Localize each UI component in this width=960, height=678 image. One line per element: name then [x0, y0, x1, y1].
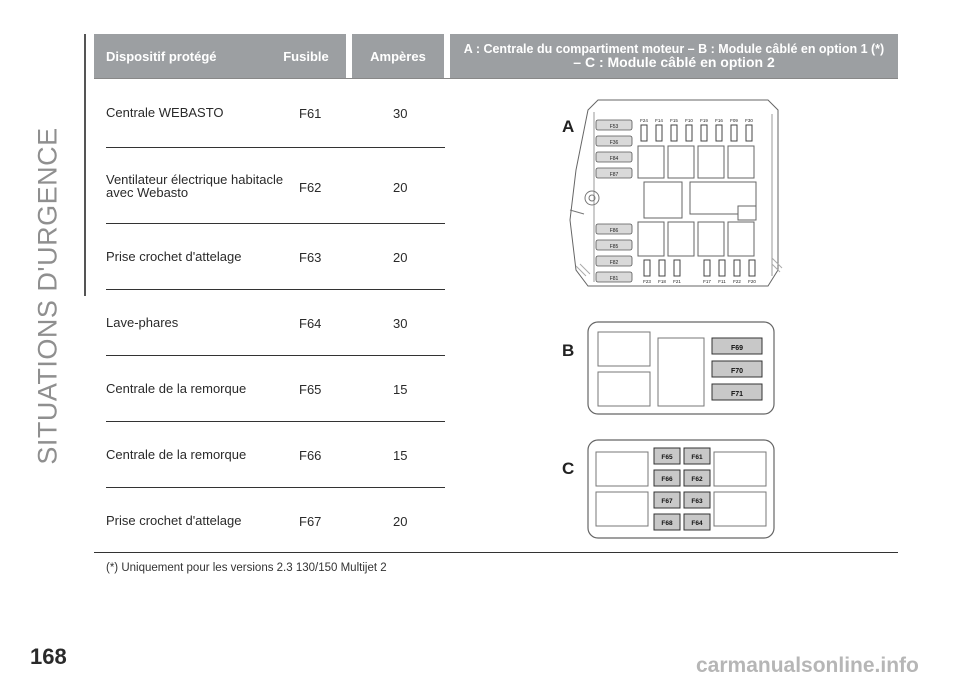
fuse-label: F23	[643, 279, 651, 284]
fuse-label: F67	[661, 498, 673, 505]
fuse-label: F63	[691, 498, 703, 505]
fuse-label: F18	[658, 279, 666, 284]
fuse-label: F62	[691, 476, 703, 483]
fuse-label: F36	[609, 140, 619, 146]
wired-module-b	[588, 322, 774, 414]
row-amps: 30	[393, 316, 408, 331]
fuse-label: F68	[661, 520, 673, 527]
header-diagram	[450, 34, 898, 78]
row-separator	[106, 487, 445, 488]
box-a-bottom-fuses	[643, 279, 756, 284]
row-separator	[106, 147, 445, 148]
row-device: Ventilateur électrique habitacle avec Webasto	[106, 172, 284, 200]
fuse-label: F14	[655, 118, 663, 123]
row-device: Centrale de la remorque	[106, 381, 247, 396]
fuse-label: F81	[609, 276, 619, 282]
row-separator	[106, 289, 445, 290]
header-diagram-line1: A : Centrale du compartiment moteur – B : Module câblé en option 1 (*)	[463, 42, 885, 56]
fuse-label: F11	[718, 279, 726, 284]
row-amps: 30	[393, 106, 408, 121]
wired-module-c	[588, 440, 774, 538]
row-separator	[106, 223, 445, 224]
fuse-slot	[596, 136, 632, 146]
fuse-label: F16	[715, 118, 723, 123]
fuse-slot	[596, 120, 632, 130]
fuse-label: F85	[609, 244, 619, 250]
row-device: Lave-phares	[106, 315, 179, 330]
header-bottom-rule	[94, 78, 898, 79]
header-device: Dispositif protégé	[94, 34, 266, 78]
fuse-label: F30	[745, 118, 753, 123]
row-amps: 15	[393, 382, 408, 397]
row-fuse: F65	[299, 382, 322, 397]
diagram-label-c: C	[562, 459, 575, 478]
row-device: Centrale WEBASTO	[106, 105, 224, 120]
fuse-slot	[596, 168, 632, 178]
fuse-label: F82	[609, 260, 619, 266]
row-device: Prise crochet d'attelage	[106, 513, 242, 528]
row-fuse: F66	[299, 448, 322, 463]
fuse-label: F24	[640, 118, 648, 123]
header-fuse: Fusible	[266, 34, 346, 78]
row-device: Prise crochet d'attelage	[106, 249, 242, 264]
side-rule	[84, 34, 86, 296]
fuse-slot	[596, 224, 632, 234]
fuse-label: F86	[609, 228, 619, 234]
row-amps: 20	[393, 514, 408, 529]
diagram-label-a: A	[562, 117, 575, 136]
row-fuse: F63	[299, 250, 322, 265]
fuse-label: F17	[703, 279, 711, 284]
fuse-label: F70	[730, 368, 744, 375]
fuse-label: F20	[748, 279, 756, 284]
fuse-label: F10	[685, 118, 693, 123]
fuse-box-diagram	[540, 90, 790, 540]
fuse-slot	[596, 272, 632, 282]
footnote-rule	[94, 552, 898, 553]
row-amps: 15	[393, 448, 408, 463]
fuse-label: F71	[730, 391, 744, 398]
box-a-top-fuse-blades	[641, 125, 752, 141]
watermark: carmanualsonline.info	[696, 654, 919, 677]
fuse-slot	[596, 256, 632, 266]
fuse-label: F21	[673, 279, 681, 284]
diagram-label-b: B	[562, 341, 575, 360]
side-title-text: SITUATIONS D'URGENCE	[32, 127, 63, 465]
row-amps: 20	[393, 250, 408, 265]
row-device: Centrale de la remorque	[106, 447, 247, 462]
fuse-label: F64	[691, 520, 703, 527]
fuse-label: F65	[661, 454, 673, 461]
fuse-label: F84	[609, 156, 619, 162]
header-diagram-line2: – C : Module câblé en option 2	[573, 54, 775, 70]
row-amps: 20	[393, 180, 408, 195]
row-fuse: F67	[299, 514, 322, 529]
fuse-label: F22	[733, 279, 741, 284]
fuse-label: F53	[609, 124, 619, 130]
box-a-left-fuses	[596, 120, 632, 282]
fuse-label: F19	[700, 118, 708, 123]
fuse-label: F69	[730, 345, 744, 352]
box-a-bottom-fuse-blades	[644, 260, 755, 276]
row-fuse: F62	[299, 180, 322, 195]
fuse-label: F87	[609, 172, 619, 178]
page-number: 168	[30, 644, 67, 669]
fuse-label: F09	[730, 118, 738, 123]
fuse-label: F15	[670, 118, 678, 123]
box-a-top-fuses	[640, 118, 753, 123]
footnote: (*) Uniquement pour les versions 2.3 130/150 Multijet 2	[106, 562, 387, 574]
fuse-label: F66	[661, 476, 673, 483]
row-fuse: F64	[299, 316, 322, 331]
fuse-slot	[596, 240, 632, 250]
row-separator	[106, 355, 445, 356]
header-amps: Ampères	[352, 34, 444, 78]
row-fuse: F61	[299, 106, 322, 121]
fuse-slot	[596, 152, 632, 162]
fuse-label: F61	[691, 454, 703, 461]
row-separator	[106, 421, 445, 422]
